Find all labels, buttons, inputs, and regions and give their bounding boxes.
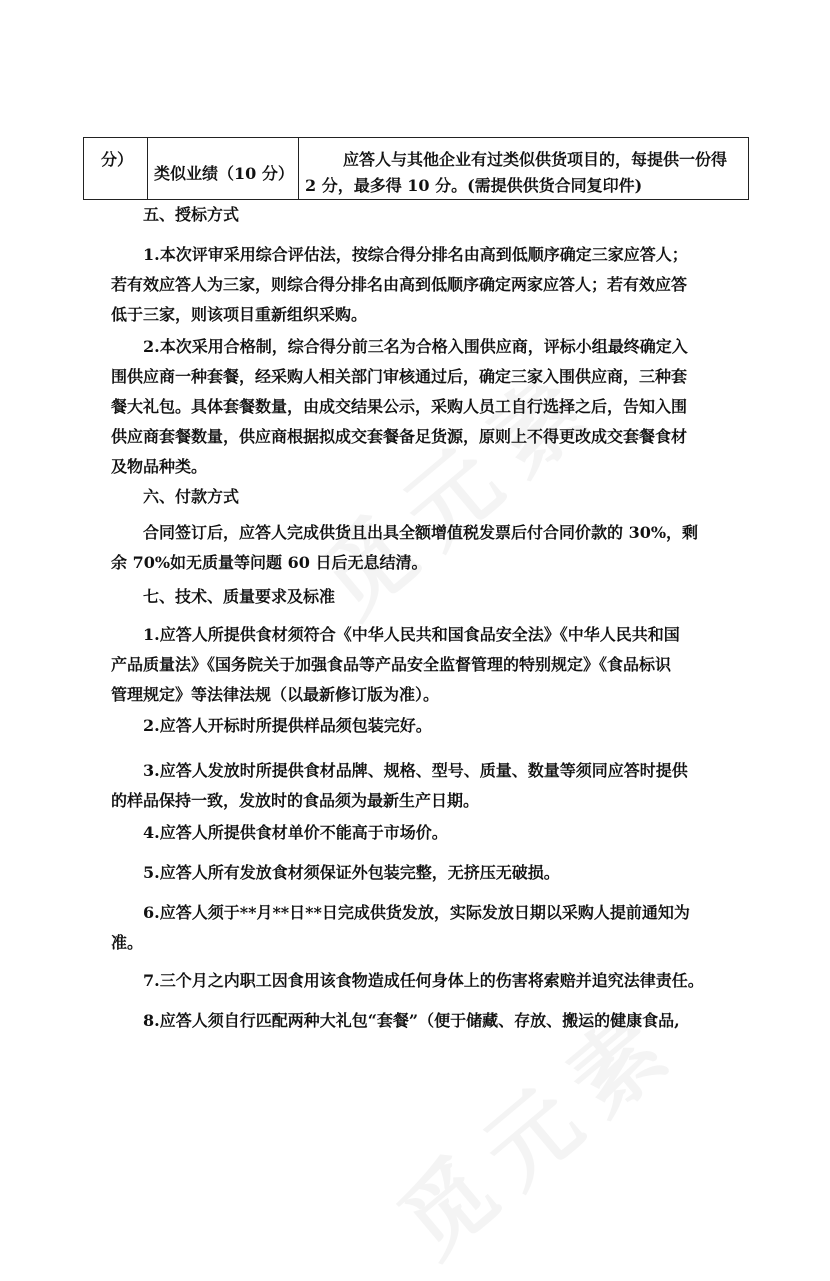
section-heading: 五、授标方式 [143, 205, 240, 224]
paragraph-line: 6.应答人须于**月**日**日完成供货发放，实际发放日期以采购人提前通知为 [143, 903, 690, 922]
table-cell-line: 2 分，最多得 10 分。(需提供供货合同复印件) [305, 176, 643, 195]
table-cell [84, 138, 148, 200]
section-heading: 七、技术、质量要求及标准 [143, 587, 336, 606]
table-cell [299, 138, 749, 200]
table-row [84, 138, 749, 200]
paragraph [111, 332, 731, 482]
paragraph-line: 餐大礼包。具体套餐数量，由成交结果公示，采购人员工自行选择之后，告知入围 [111, 397, 688, 416]
paragraph-line: 合同签订后，应答人完成供货且出具全额增值税发票后付合同价款的 30%，剩 [143, 523, 699, 542]
paragraph [111, 518, 731, 578]
paragraph-line: 准。 [111, 933, 144, 952]
paragraph [111, 240, 731, 330]
paragraph-line: 围供应商一种套餐，经采购人相关部门审核通过后，确定三家入围供应商，三种套 [111, 367, 688, 386]
paragraph-line: 1.本次评审采用综合评估法，按综合得分排名由高到低顺序确定三家应答人； [143, 245, 688, 264]
paragraph-line: 产品质量法》《国务院关于加强食品等产品安全监督管理的特别规定》《食品标识 [111, 655, 672, 674]
paragraph-line: 供应商套餐数量，供应商根据拟成交套餐备足货源，原则上不得更改成交套餐食材 [111, 427, 688, 446]
paragraph-line: 3.应答人发放时所提供食材品牌、规格、型号、质量、数量等须同应答时提供 [143, 761, 688, 780]
paragraph-line: 7.三个月之内职工因食用该食物造成任何身体上的伤害将索赔并追究法律责任。 [143, 971, 704, 990]
paragraph-line: 2.本次采用合格制，综合得分前三名为合格入围供应商，评标小组最终确定入 [143, 337, 688, 356]
paragraph-line: 低于三家，则该项目重新组织采购。 [111, 305, 368, 324]
paragraph [111, 1006, 731, 1036]
table-cell [148, 138, 299, 200]
table-cell-text: 分） [101, 150, 134, 169]
paragraph [111, 898, 731, 958]
paragraph [111, 711, 731, 741]
paragraph-line: 5.应答人所有发放食材须保证外包装完整，无挤压无破损。 [143, 863, 560, 882]
paragraph [111, 858, 731, 888]
paragraph-line: 若有效应答人为三家，则综合得分排名由高到低顺序确定两家应答人；若有效应答 [111, 275, 688, 294]
paragraph [111, 620, 731, 710]
section-heading: 六、付款方式 [143, 487, 240, 506]
paragraph-line: 余 70%如无质量等问题 60 日后无息结清。 [111, 553, 428, 572]
table-cell-text [299, 138, 748, 199]
paragraph-line: 的样品保持一致，发放时的食品须为最新生产日期。 [111, 791, 480, 810]
paragraph-line: 及物品种类。 [111, 457, 208, 476]
paragraph-line: 4.应答人所提供食材单价不能高于市场价。 [143, 823, 448, 842]
paragraph [111, 756, 731, 816]
paragraph [111, 818, 731, 848]
scoring-table [83, 137, 749, 200]
paragraph-line: 8.应答人须自行匹配两种大礼包“套餐”（便于储藏、存放、搬运的健康食品, [143, 1011, 680, 1030]
paragraph-line: 1.应答人所提供食材须符合《中华人民共和国食品安全法》《中华人民共和国 [143, 625, 680, 644]
table-cell-line: 应答人与其他企业有过类似供货项目的，每提供一份得 [343, 150, 728, 169]
paragraph [111, 966, 731, 996]
paragraph-line: 管理规定》等法律法规（以最新修订版为准）。 [111, 685, 440, 704]
table-cell-text: 类似业绩（10 分） [154, 164, 294, 183]
paragraph-line: 2.应答人开标时所提供样品须包装完好。 [143, 716, 432, 735]
